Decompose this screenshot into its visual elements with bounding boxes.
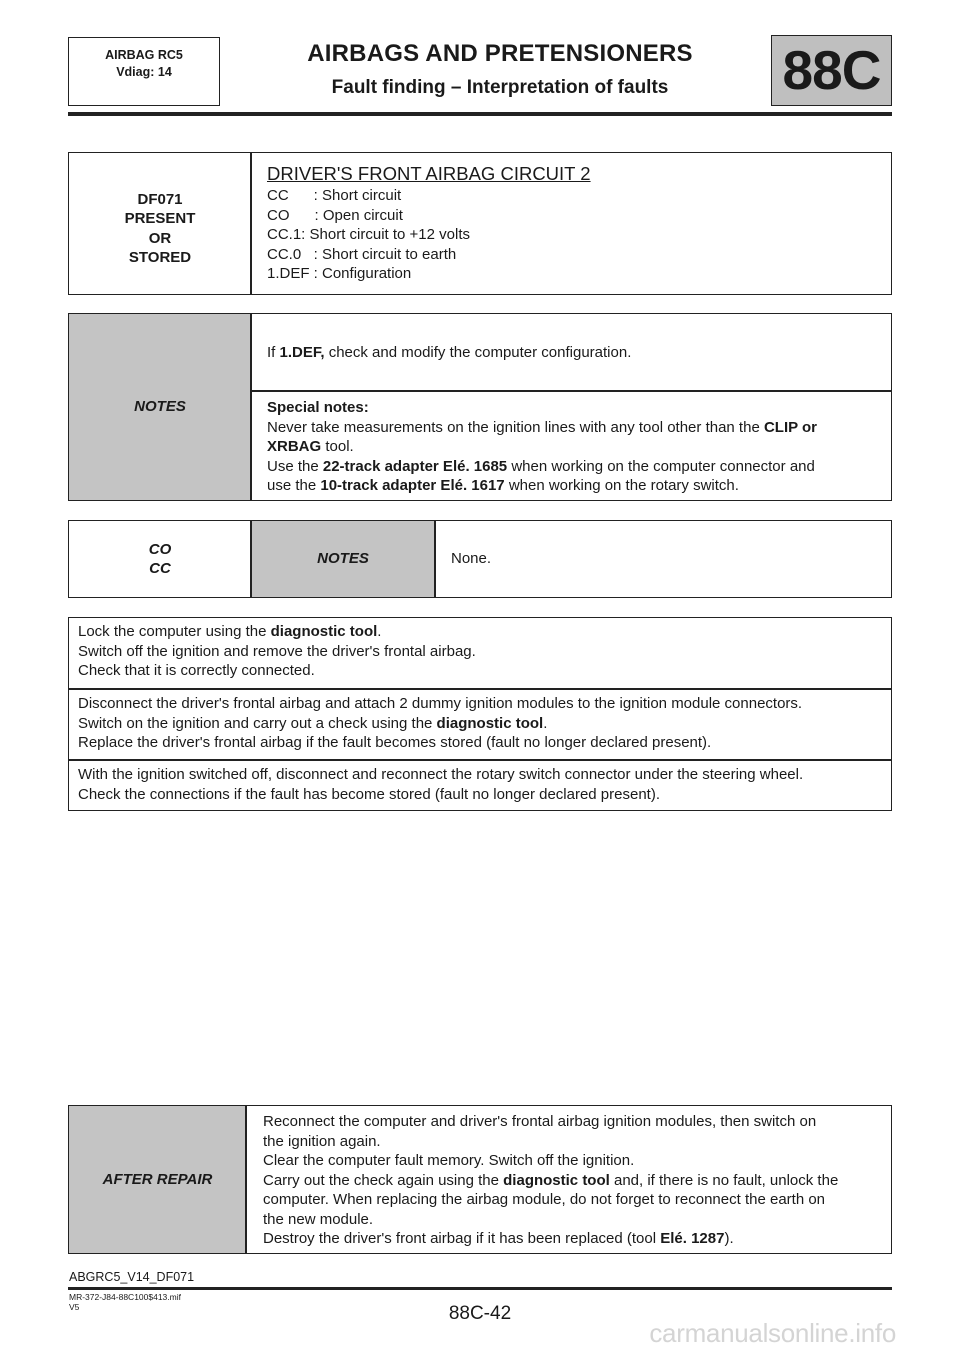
procedure-divider	[69, 759, 891, 761]
procedure-step-1: Lock the computer using the diagnostic tool. Switch off the ignition and remove the driver's frontal airbag. Check that it is correctly connected.	[78, 623, 476, 679]
header-divider	[68, 112, 892, 116]
note-configuration: If 1.DEF, check and modify the computer configuration.	[267, 344, 632, 361]
footer-divider	[68, 1287, 892, 1290]
special-notes: Special notes: Never take measurements on the ignition lines with any tool other than the CLIP or XRBAG tool. Use the 22-track adapter Elé. 1685 when working on the computer connector and use the 10-track adapter Elé. 1617 when working on the rotary switch.	[267, 399, 818, 494]
co-label: CO	[148, 540, 172, 558]
section-code-badge: 88C	[771, 35, 892, 106]
fault-divider	[250, 153, 252, 294]
product-box	[68, 37, 220, 106]
fault-code: DF071	[137, 190, 183, 208]
notes-row-divider	[251, 390, 891, 392]
product-name: AIRBAG RC5	[105, 48, 183, 62]
page-title: AIRBAGS AND PRETENSIONERS	[307, 40, 693, 67]
procedure-step-3: With the ignition switched off, disconnect and reconnect the rotary switch connector under the steering wheel. Check the connections if the fault has become stored (fault no longer declared present).	[78, 766, 804, 803]
notes-divider	[250, 314, 252, 500]
after-repair-box	[68, 1105, 892, 1254]
document-version: V5	[69, 1302, 80, 1312]
fault-code-line: CC.0 : Short circuit to earth	[267, 245, 457, 263]
fault-status-stored: STORED	[128, 249, 192, 266]
page-number: 88C-42	[448, 1303, 512, 1324]
after-repair-divider	[245, 1106, 247, 1253]
site-watermark: carmanualsonline.info	[649, 1318, 896, 1348]
cc-label: CC	[149, 560, 171, 577]
after-repair-label: AFTER REPAIR	[102, 1170, 213, 1188]
fault-title: DRIVER'S FRONT AIRBAG CIRCUIT 2	[267, 163, 591, 184]
notes-label: NOTES	[134, 398, 186, 416]
fault-status-or: OR	[148, 229, 172, 247]
fault-code-line: CC : Short circuit	[267, 187, 402, 204]
special-notes-title: Special notes:	[267, 399, 369, 416]
after-repair-label-cell	[69, 1106, 246, 1253]
document-reference: ABGRC5_V14_DF071	[69, 1270, 195, 1284]
vdiag-label: Vdiag: 14	[116, 65, 172, 79]
after-repair-text: Reconnect the computer and driver's frontal airbag ignition modules, then switch on the ignition again. Clear the computer fault memory. Switch off the ignition. Carry out the check again using the diagnostic tool and, if there is no fault, unlock the computer. When replacing the airbag module, do not forget to reconnect the earth on the new module. Destroy the driver's front airbag if it has been replaced (tool Elé. 1287).	[263, 1113, 839, 1247]
notes-label-cell	[69, 314, 251, 500]
fault-code-line: CC.1: Short circuit to +12 volts	[267, 226, 470, 243]
procedure-box	[68, 617, 892, 811]
co-cc-notes-text: None.	[451, 550, 492, 567]
fault-description	[267, 163, 877, 284]
co-cc-label-cell	[69, 521, 251, 597]
co-cc-divider	[434, 521, 436, 597]
source-file-name: MR-372-J84-88C100$413.mif	[69, 1292, 181, 1302]
fault-box	[68, 152, 892, 295]
source-file-info	[69, 1292, 181, 1312]
fault-code-line: 1.DEF : Configuration	[267, 265, 412, 282]
procedure-divider	[69, 688, 891, 690]
fault-status-cell	[69, 153, 251, 294]
co-cc-notes-label-cell	[252, 521, 434, 597]
co-cc-notes-label: NOTES	[317, 550, 369, 568]
fault-status-present: PRESENT	[124, 210, 196, 227]
fault-code-line: CO : Open circuit	[267, 206, 403, 224]
co-cc-box	[68, 520, 892, 598]
procedure-step-2: Disconnect the driver's frontal airbag and attach 2 dummy ignition modules to the ignition module connectors. Switch on the ignition and carry out a check using the diagnostic tool. Replace the driver's frontal airbag if the fault becomes stored (fault no longer declared present).	[78, 695, 803, 751]
page-subtitle: Fault finding – Interpretation of faults	[331, 77, 669, 98]
notes-box	[68, 313, 892, 501]
